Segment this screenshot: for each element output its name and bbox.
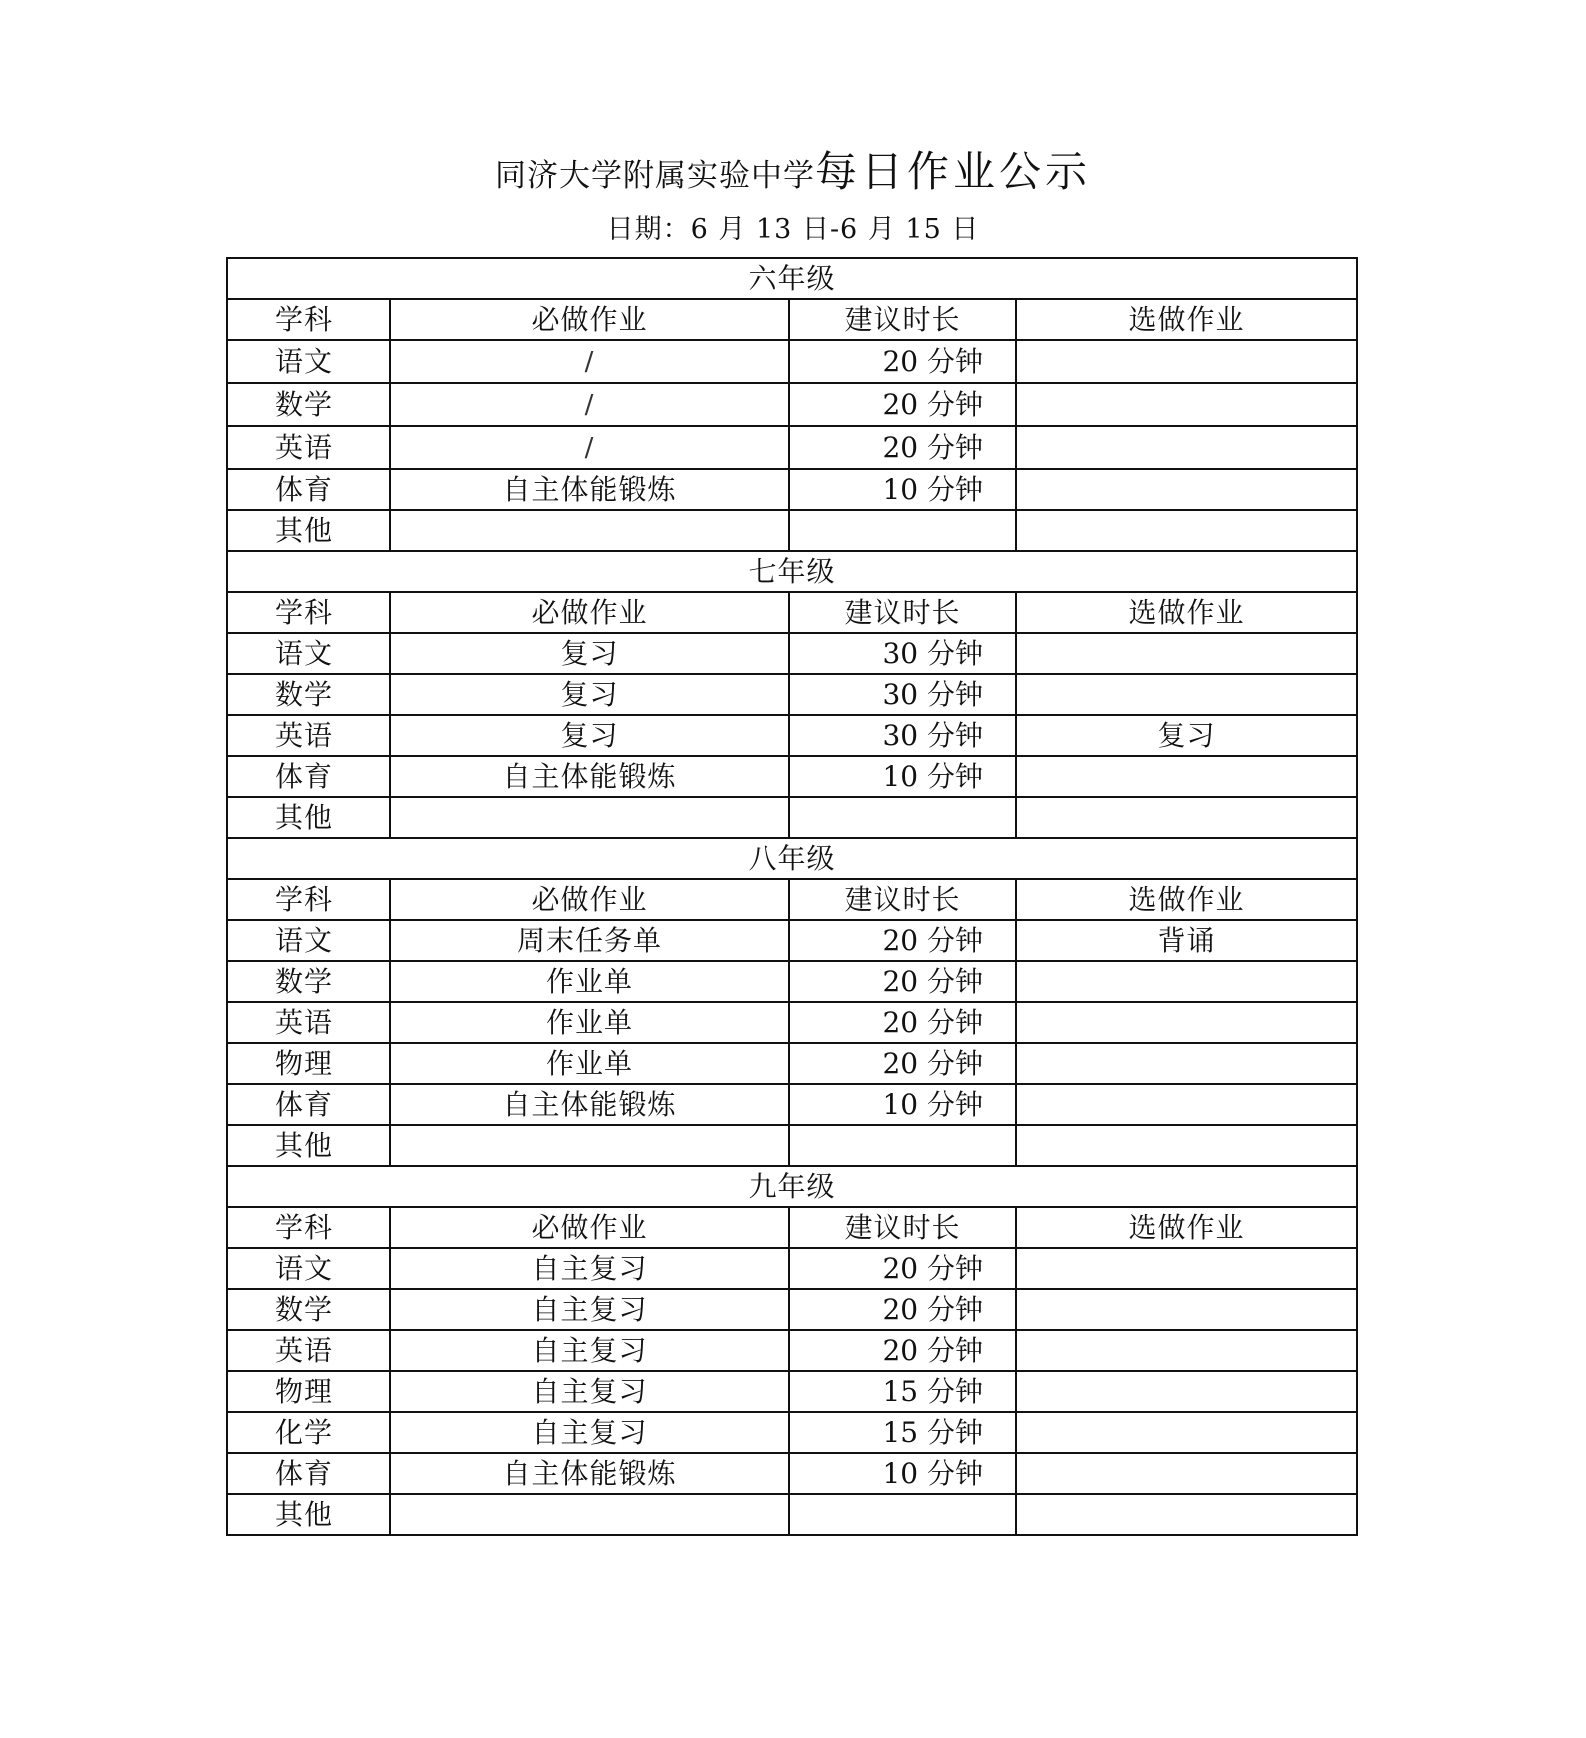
cell-required: 自主体能锻炼 (390, 469, 789, 510)
table-row (227, 633, 1357, 674)
cell-optional (1016, 1125, 1357, 1166)
cell-optional (1016, 1043, 1357, 1084)
cell-optional (1016, 1412, 1357, 1453)
cell-duration: 20 分钟 (789, 961, 1016, 1002)
table-row (227, 426, 1357, 469)
header-duration: 建议时长 (789, 592, 1016, 633)
header-subject: 学科 (227, 879, 390, 920)
cell-subject: 物理 (227, 1371, 390, 1412)
header-subject: 学科 (227, 1207, 390, 1248)
grade-title-row (227, 551, 1357, 592)
cell-optional: 复习 (1016, 715, 1357, 756)
cell-duration (789, 797, 1016, 838)
cell-duration: 30 分钟 (789, 674, 1016, 715)
cell-subject: 英语 (227, 1330, 390, 1371)
cell-required: 周末任务单 (390, 920, 789, 961)
table-row (227, 1371, 1357, 1412)
header-subject: 学科 (227, 592, 390, 633)
table-row (227, 383, 1357, 426)
cell-optional (1016, 1084, 1357, 1125)
cell-required: 复习 (390, 633, 789, 674)
header-required: 必做作业 (390, 1207, 789, 1248)
header-optional: 选做作业 (1016, 879, 1357, 920)
cell-optional (1016, 1330, 1357, 1371)
cell-optional (1016, 674, 1357, 715)
cell-required-value: / (584, 390, 595, 420)
cell-duration: 10 分钟 (789, 756, 1016, 797)
cell-duration: 20 分钟 (789, 1330, 1016, 1371)
cell-duration (789, 510, 1016, 551)
cell-subject: 语文 (227, 340, 390, 383)
cell-duration: 20 分钟 (789, 383, 1016, 426)
cell-optional (1016, 1371, 1357, 1412)
cell-optional (1016, 426, 1357, 469)
cell-subject: 其他 (227, 510, 390, 551)
cell-optional (1016, 797, 1357, 838)
table-row (227, 1412, 1357, 1453)
grade-title-row (227, 838, 1357, 879)
table-row (227, 1084, 1357, 1125)
cell-duration: 15 分钟 (789, 1371, 1016, 1412)
cell-optional (1016, 1453, 1357, 1494)
cell-required: 自主复习 (390, 1330, 789, 1371)
cell-required-value: / (584, 433, 595, 463)
cell-duration: 20 分钟 (789, 340, 1016, 383)
cell-required (390, 1494, 789, 1535)
school-name: 同济大学附属实验中学 (494, 158, 815, 194)
cell-duration: 20 分钟 (789, 1002, 1016, 1043)
header-optional: 选做作业 (1016, 299, 1357, 340)
cell-required: 自主体能锻炼 (390, 1453, 789, 1494)
cell-subject: 数学 (227, 961, 390, 1002)
grade-title-row (227, 258, 1357, 299)
cell-duration (789, 1125, 1016, 1166)
header-optional: 选做作业 (1016, 592, 1357, 633)
cell-subject: 体育 (227, 756, 390, 797)
header-optional: 选做作业 (1016, 1207, 1357, 1248)
cell-duration: 30 分钟 (789, 633, 1016, 674)
cell-required: 自主复习 (390, 1412, 789, 1453)
table-row (227, 1453, 1357, 1494)
cell-subject: 语文 (227, 1248, 390, 1289)
date-range: 日期：6 月 13 日-6 月 15 日 (606, 214, 980, 245)
grade-title-row (227, 1166, 1357, 1207)
header-required: 必做作业 (390, 592, 789, 633)
grade-title: 六年级 (227, 258, 1357, 299)
table-row (227, 1248, 1357, 1289)
cell-subject: 物理 (227, 1043, 390, 1084)
cell-required-value: / (584, 347, 595, 377)
cell-duration: 20 分钟 (789, 426, 1016, 469)
table-row (227, 510, 1357, 551)
cell-required (390, 510, 789, 551)
table-row (227, 1002, 1357, 1043)
cell-required (390, 797, 789, 838)
cell-subject: 数学 (227, 1289, 390, 1330)
cell-optional (1016, 961, 1357, 1002)
cell-subject: 其他 (227, 797, 390, 838)
cell-required: 作业单 (390, 961, 789, 1002)
cell-duration: 20 分钟 (789, 920, 1016, 961)
column-header-row (227, 299, 1357, 340)
cell-required: 自主体能锻炼 (390, 756, 789, 797)
cell-subject: 体育 (227, 1084, 390, 1125)
cell-optional (1016, 340, 1357, 383)
table-row (227, 797, 1357, 838)
cell-optional (1016, 1494, 1357, 1535)
table-row (227, 1289, 1357, 1330)
cell-required: 复习 (390, 715, 789, 756)
cell-subject: 英语 (227, 1002, 390, 1043)
cell-required: 自主复习 (390, 1371, 789, 1412)
column-header-row (227, 1207, 1357, 1248)
table-row (227, 340, 1357, 383)
cell-subject: 体育 (227, 1453, 390, 1494)
homework-table-body (227, 258, 1357, 1535)
notice-title: 每日作业公示 (814, 147, 1091, 196)
cell-duration: 10 分钟 (789, 1084, 1016, 1125)
cell-subject: 语文 (227, 920, 390, 961)
cell-subject: 英语 (227, 715, 390, 756)
cell-optional (1016, 383, 1357, 426)
column-header-row (227, 879, 1357, 920)
cell-subject: 数学 (227, 383, 390, 426)
cell-subject: 化学 (227, 1412, 390, 1453)
table-row (227, 1125, 1357, 1166)
cell-duration (789, 1494, 1016, 1535)
table-row (227, 1494, 1357, 1535)
cell-duration: 10 分钟 (789, 469, 1016, 510)
cell-required (390, 340, 789, 383)
cell-optional (1016, 633, 1357, 674)
header-duration: 建议时长 (789, 299, 1016, 340)
cell-required (390, 383, 789, 426)
cell-optional (1016, 510, 1357, 551)
table-row (227, 920, 1357, 961)
header-subject: 学科 (227, 299, 390, 340)
cell-optional (1016, 1289, 1357, 1330)
cell-optional (1016, 1002, 1357, 1043)
cell-required: 自主复习 (390, 1289, 789, 1330)
grade-title: 七年级 (227, 551, 1357, 592)
cell-required (390, 426, 789, 469)
cell-required: 作业单 (390, 1043, 789, 1084)
table-row (227, 469, 1357, 510)
cell-required: 作业单 (390, 1002, 789, 1043)
table-row (227, 715, 1357, 756)
column-header-row (227, 592, 1357, 633)
cell-subject: 其他 (227, 1125, 390, 1166)
cell-duration: 20 分钟 (789, 1248, 1016, 1289)
header-duration: 建议时长 (789, 879, 1016, 920)
cell-subject: 语文 (227, 633, 390, 674)
header-required: 必做作业 (390, 299, 789, 340)
cell-subject: 数学 (227, 674, 390, 715)
table-row (227, 756, 1357, 797)
cell-duration: 20 分钟 (789, 1289, 1016, 1330)
cell-optional: 背诵 (1016, 920, 1357, 961)
cell-optional (1016, 1248, 1357, 1289)
homework-table (226, 257, 1358, 1536)
cell-duration: 10 分钟 (789, 1453, 1016, 1494)
cell-subject: 体育 (227, 469, 390, 510)
header-required: 必做作业 (390, 879, 789, 920)
table-row (227, 961, 1357, 1002)
cell-subject: 英语 (227, 426, 390, 469)
cell-subject: 其他 (227, 1494, 390, 1535)
table-row (227, 1043, 1357, 1084)
page-title (0, 146, 1586, 198)
grade-title: 八年级 (227, 838, 1357, 879)
cell-required: 复习 (390, 674, 789, 715)
cell-duration: 15 分钟 (789, 1412, 1016, 1453)
cell-duration: 30 分钟 (789, 715, 1016, 756)
cell-required: 自主体能锻炼 (390, 1084, 789, 1125)
cell-duration: 20 分钟 (789, 1043, 1016, 1084)
header-duration: 建议时长 (789, 1207, 1016, 1248)
cell-optional (1016, 756, 1357, 797)
table-row (227, 1330, 1357, 1371)
cell-required: 自主复习 (390, 1248, 789, 1289)
cell-optional (1016, 469, 1357, 510)
table-row (227, 674, 1357, 715)
cell-required (390, 1125, 789, 1166)
grade-title: 九年级 (227, 1166, 1357, 1207)
